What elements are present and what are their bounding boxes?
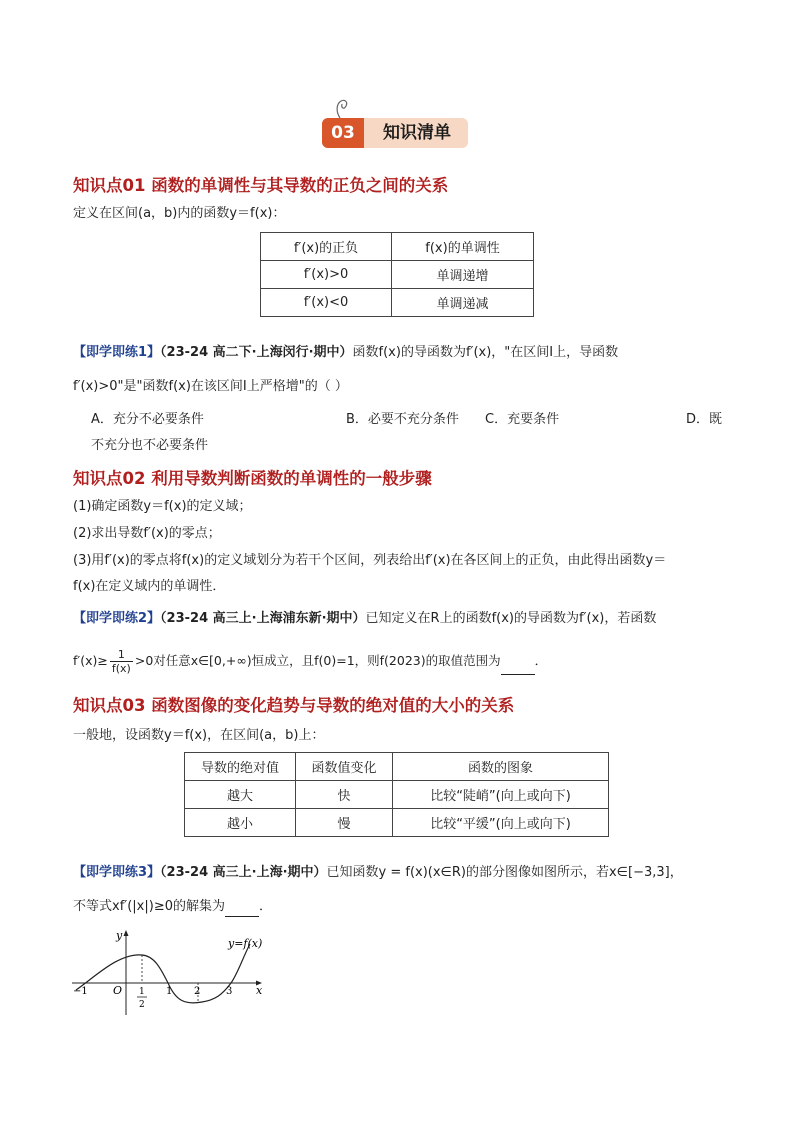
curve-label: y=f(x) (228, 937, 263, 950)
kp2-step: (1)确定函数y＝f(x)的定义域； (73, 499, 252, 514)
kp3-table (184, 752, 609, 837)
option-d-continued: 不充分也不必要条件 (91, 438, 209, 453)
tick-label: 3 (226, 986, 233, 997)
table-header-row (185, 753, 609, 781)
kp3-intro: 一般地，设函数y＝f(x)，在区间(a，b)上： (73, 728, 325, 743)
x-axis-label: x (256, 984, 263, 997)
function-curve (76, 944, 250, 1003)
period: ． (258, 899, 272, 914)
exercise-tag: 【即学即练3】 (73, 865, 161, 880)
table-row (185, 781, 609, 809)
exercise-text: 已知函数y = f(x)(x∈R)的部分图像如图所示，若x∈[−3,3]， (326, 865, 683, 880)
exercise-source: （23-24 高三上·上海·期中） (160, 865, 327, 880)
inequality-lhs: f′(x)≥ (73, 653, 108, 668)
kp1-title: 知识点01 函数的单调性与其导数的正负之间的关系 (73, 176, 449, 195)
function-graph (70, 925, 270, 1020)
table-cell: 比较“平缓”(向上或向下) (393, 809, 609, 837)
kp2-step: (3)用f′(x)的零点将f(x)的定义域划分为若干个区间，列表给出f′(x)在各区间上的正负，由此得出函数y＝ (73, 553, 667, 568)
table-cell: 越大 (185, 781, 296, 809)
ex3-line1 (73, 863, 683, 883)
kp1-intro: 定义在区间(a，b)内的函数y＝f(x)： (73, 206, 286, 221)
banner-label: 知识清单 (383, 123, 451, 143)
option-b[interactable]: B．必要不充分条件 (346, 412, 459, 427)
section-banner (322, 112, 472, 152)
kp2-title: 知识点02 利用导数判断函数的单调性的一般步骤 (73, 469, 432, 488)
table-row (261, 261, 534, 289)
table-header: 函数的图象 (393, 753, 609, 781)
banner-number: 03 (322, 118, 364, 148)
table-header-row (261, 233, 534, 261)
origin-label: O (113, 984, 123, 997)
table-cell: 慢 (296, 809, 393, 837)
kp3-title: 知识点03 函数图像的变化趋势与导数的绝对值的大小的关系 (73, 696, 515, 715)
kp2-step: (2)求出导数f′(x)的零点； (73, 526, 221, 541)
option-d[interactable]: D．既 (686, 412, 723, 427)
exercise-text: 函数f(x)的导函数为f′(x)，"在区间I上，导函数 (352, 345, 619, 360)
y-axis-label: y (116, 929, 123, 942)
ex1-line1 (73, 343, 618, 363)
table-header: f(x)的单调性 (392, 233, 534, 261)
exercise-text: 已知定义在R上的函数f(x)的导函数为f′(x)，若函数 (365, 611, 657, 626)
ex1-line2: f′(x)>0"是"函数f(x)在该区间I上严格增"的（ ） (73, 379, 348, 394)
kp2-step: f(x)在定义域内的单调性． (73, 579, 226, 594)
answer-blank[interactable] (501, 660, 535, 675)
ex3-line2 (73, 897, 272, 917)
table-row (261, 289, 534, 317)
table-row (185, 809, 609, 837)
table-header: 导数的绝对值 (185, 753, 296, 781)
exercise-tag: 【即学即练1】 (73, 345, 161, 360)
table-cell: 单调递减 (392, 289, 534, 317)
ex2-line2 (73, 648, 547, 675)
half-denominator: 2 (139, 1000, 145, 1010)
ex2-line1 (73, 609, 656, 629)
table-cell: 比较“陡峭”(向上或向下) (393, 781, 609, 809)
table-cell: f′(x)<0 (261, 289, 392, 317)
answer-blank[interactable] (225, 902, 259, 917)
exercise-source: （23-24 高二下·上海闵行·期中） (160, 345, 353, 360)
tick-label: −1 (73, 986, 88, 997)
tick-label: 2 (194, 986, 201, 997)
table-header: f′(x)的正负 (261, 233, 392, 261)
table-cell: 单调递增 (392, 261, 534, 289)
kp1-table (260, 232, 534, 317)
paperclip-icon (334, 98, 354, 120)
fraction (110, 648, 133, 675)
period: ． (534, 653, 548, 668)
exercise-source: （23-24 高三上·上海浦东新·期中） (160, 611, 366, 626)
exercise-text: 不等式xf′(|x|)≥0的解集为 (73, 899, 225, 914)
table-cell: 快 (296, 781, 393, 809)
fraction-denominator: f(x) (111, 662, 131, 675)
fraction-numerator: 1 (117, 648, 125, 661)
option-a[interactable]: A．充分不必要条件 (91, 412, 204, 427)
inequality-rest: >0对任意x∈[0,+∞)恒成立，且f(0)=1，则f(2023)的取值范围为 (134, 653, 501, 668)
option-c[interactable]: C．充要条件 (485, 412, 560, 427)
exercise-tag: 【即学即练2】 (73, 611, 161, 626)
half-numerator: 1 (139, 987, 145, 997)
table-cell: f′(x)>0 (261, 261, 392, 289)
table-cell: 越小 (185, 809, 296, 837)
y-axis-arrow (124, 930, 129, 936)
table-header: 函数值变化 (296, 753, 393, 781)
tick-label: 1 (166, 986, 173, 997)
